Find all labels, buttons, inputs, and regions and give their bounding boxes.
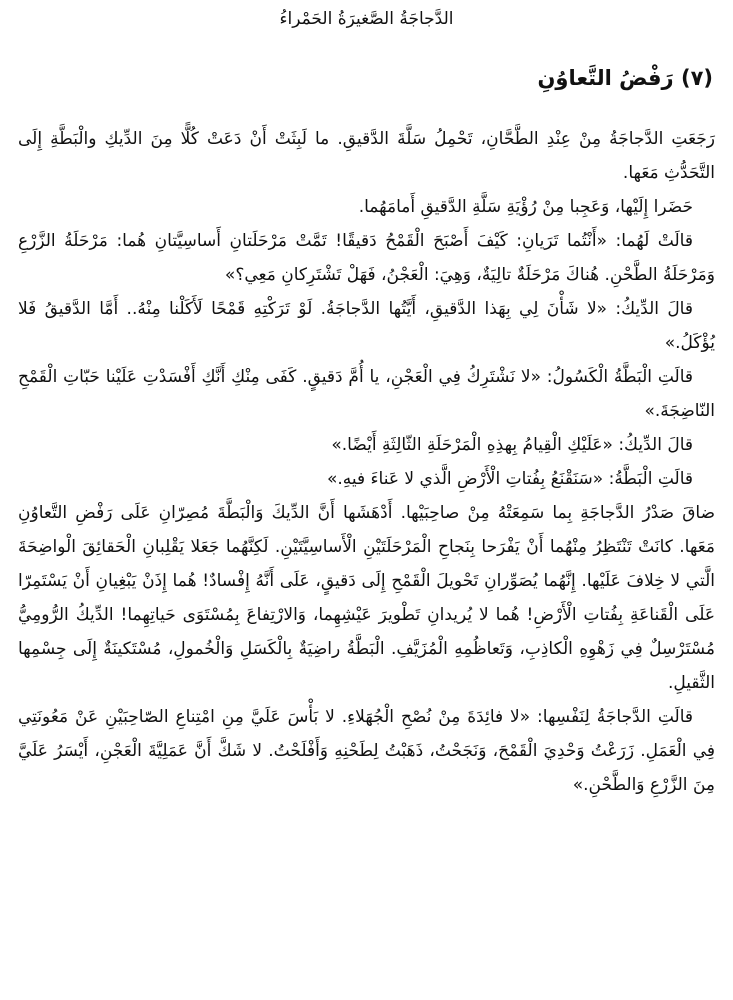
- paragraph: رَجَعَتِ الدَّجاجَةُ مِنْ عِنْدِ الطَّحَّانِ، تَحْمِلُ سَلَّةَ الدَّقيقِ. ما لَبِثَتْ أَنْ دَعَتْ كُلًّا مِنَ الدِّيكِ والْبَطَّةِ إِلَى التَّحَدُّثِ مَعَها.: [18, 129, 715, 183]
- paragraph: حَضَرا إِلَيْها، وَعَجِبا مِنْ رُؤْيَةِ سَلَّةِ الدَّقيقِ أَمامَهُما.: [358, 197, 693, 217]
- paragraph: قالَتِ الدَّجاجَةُ لِنَفْسِها: «لا فائِدَةَ مِنْ نُصْحِ الْجُهَلاءِ. لا بَأْسَ عَلَيَّ مِنِ امْتِناعِ الصّاحِبَيْنِ عَنْ مَعُونَتِي فِي الْعَمَلِ. زَرَعْتُ وَحْدِيَ الْقَمْحَ، وَنَجَحْتُ، ذَهَبْتُ لِطَحْنِهِ وَأَفْلَحْتُ. لا شَكَّ أَنَّ عَمَلِيَّةَ الْعَجْنِ، أَيْسَرُ عَلَيَّ مِنَ الزَّرْعِ وَالطَّحْنِ.»: [18, 707, 715, 795]
- paragraph: قالَ الدِّيكُ: «عَلَيْكِ الْقِيامُ بِهذِهِ الْمَرْحَلَةِ الثّالِثَةِ أَيْضًا.»: [331, 435, 693, 455]
- paragraph: قالَ الدِّيكُ: «لا شَأْنَ لِي بِهَذا الدَّقيقِ، أَيَّتُها الدَّجاجَةُ. لَوْ تَرَكْتِهِ قَمْحًا لَأَكَلْنا مِنْهُ.. أَمَّا الدَّقيقُ فَلا يُؤْكَلُ.»: [18, 299, 715, 353]
- chapter-title: (٧) رَفْضُ التَّعاوُنِ: [537, 66, 713, 90]
- paragraph: قالَتِ الْبَطَّةُ: «سَنَقْنَعُ بِفُتاتِ الْأَرْضِ الَّذي لا عَناءَ فيهِ.»: [326, 469, 693, 489]
- chapter-body: [18, 122, 715, 802]
- paragraph: ضاقَ صَدْرُ الدَّجاجَةِ بِما سَمِعَتْهُ مِنْ صاحِبَيْها. أَدْهَشَها أَنَّ الدِّيكَ وَالْبَطَّةَ مُصِرّانِ عَلَى رَفْضِ التَّعاوُنِ مَعَها. كانَتْ تَنْتَظِرُ مِنْهُما أَنْ يَفْرَحا بِنَجاحِ الْمَرْحَلَتَيْنِ الْأَساسِيَّتَيْنِ. لَكِنَّهُما جَعَلا يَقْلِبانِ الْحَقائِقَ الْواضِحَةَ الَّتي لا خِلافَ عَلَيْها. إِنَّهُما يُصَوِّرانِ تَحْويلَ الْقَمْحِ إِلَى دَقيقٍ، عَلَى أَنَّهُ إِفْسادٌ! هُما إِذَنْ يَبْغِيانِ أَنْ يَسْتَمِرّا عَلَى الْقَناعَةِ بِفُتاتِ الْأَرْضِ! هُما لا يُريدانِ تَطْويرَ عَيْشِهِما، وَالارْتِفاعَ بِمُسْتَوَى حَياتِهِما! الدِّيكُ الرُّومِيُّ مُسْتَرْسِلٌ فِي زَهْوِهِ الْكاذِبِ، وَتَعاظُمِهِ الْمُزَيَّفِ. الْبَطَّةُ راضِيَةٌ بِالْكَسَلِ وَالْخُمولِ، مُسْتَكينَةٌ إِلَى جِسْمِها الثَّقيلِ.: [18, 503, 715, 693]
- running-header: الدَّجاجَةُ الصَّغيرَةُ الحَمْراءُ: [279, 9, 454, 29]
- paragraph: قالَتِ الْبَطَّةُ الْكَسُولُ: «لا نَشْتَرِكُ فِي الْعَجْنِ، يا أُمَّ دَقيقٍ. كَفَى مِنْكِ أَنَّكِ أَفْسَدْتِ عَلَيْنا حَبّاتِ الْقَمْحِ النّاضِجَةَ.»: [18, 367, 715, 421]
- paragraph: قالَتْ لَهُما: «أَنْتُما تَرَيانِ: كَيْفَ أَصْبَحَ الْقَمْحُ دَقيقًا! تَمَّتْ مَرْحَلَتانِ أَساسِيَّتانِ هُما: مَرْحَلَةُ الزَّرْعِ وَمَرْحَلَةُ الطَّحْنِ. هُناكَ مَرْحَلَةٌ تالِيَةٌ، وَهِيَ: الْعَجْنُ، فَهَلْ تَشْتَرِكانِ مَعِي؟»: [18, 231, 715, 285]
